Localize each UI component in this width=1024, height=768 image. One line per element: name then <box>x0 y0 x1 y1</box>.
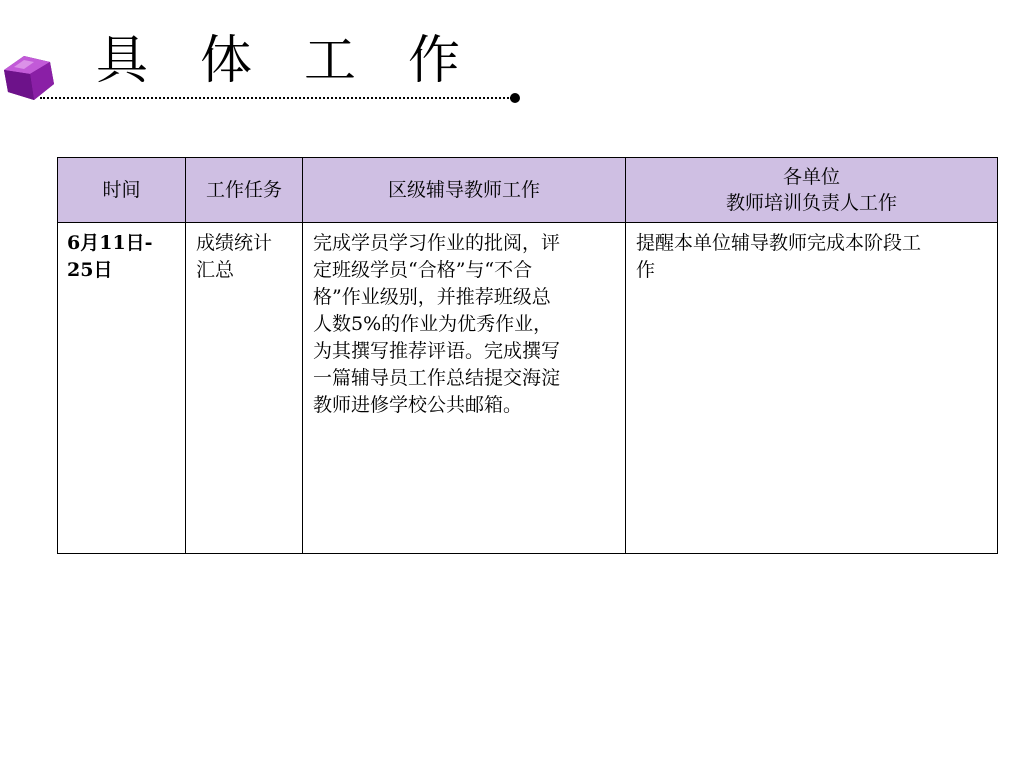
title-char: 工 <box>304 31 359 91</box>
cell-district-line: 格”作业级别，并推荐班级总 <box>313 286 551 308</box>
title-char: 具 <box>96 31 151 91</box>
cell-unit-line: 提醒本单位辅导教师完成本阶段工 <box>636 232 922 254</box>
header-task: 工作任务 <box>186 158 303 223</box>
cell-time-line2: 25日 <box>67 259 113 281</box>
cell-district-line: 定班级学员“合格”与“不合 <box>313 259 533 281</box>
cell-district-line: 完成学员学习作业的批阅，评 <box>313 232 561 254</box>
title-dotted-underline <box>40 97 512 99</box>
purple-gem-icon <box>0 48 56 104</box>
title-char: 体 <box>200 31 255 91</box>
work-schedule-table <box>57 157 998 554</box>
cell-task-line2: 汇总 <box>196 259 235 281</box>
cell-district-line: 一篇辅导员工作总结提交海淀 <box>313 367 561 389</box>
cell-district-line: 为其撰写推荐评语。完成撰写 <box>313 340 561 362</box>
slide-title <box>96 26 463 96</box>
header-district-teacher-work: 区级辅导教师工作 <box>303 158 626 223</box>
cell-unit-head-work <box>626 223 998 554</box>
table-header-row <box>58 158 998 223</box>
cell-district-line: 人数5%的作业为优秀作业， <box>313 313 553 335</box>
cell-district-teacher-work <box>303 223 626 554</box>
cell-district-line: 教师进修学校公共邮箱。 <box>313 394 523 416</box>
header-unit-head-work <box>626 158 998 223</box>
table-row <box>58 223 998 554</box>
cell-task-line1: 成绩统计 <box>196 232 273 254</box>
cell-task <box>186 223 303 554</box>
header-unit-head-line2: 教师培训负责人工作 <box>725 192 897 214</box>
title-char: 作 <box>408 31 463 91</box>
cell-unit-line: 作 <box>636 259 656 281</box>
header-unit-head-line1: 各单位 <box>782 166 840 188</box>
title-underline-end-dot <box>510 93 520 103</box>
cell-time <box>58 223 186 554</box>
cell-time-line1: 6月11日- <box>67 232 153 254</box>
header-time: 时间 <box>58 158 186 223</box>
